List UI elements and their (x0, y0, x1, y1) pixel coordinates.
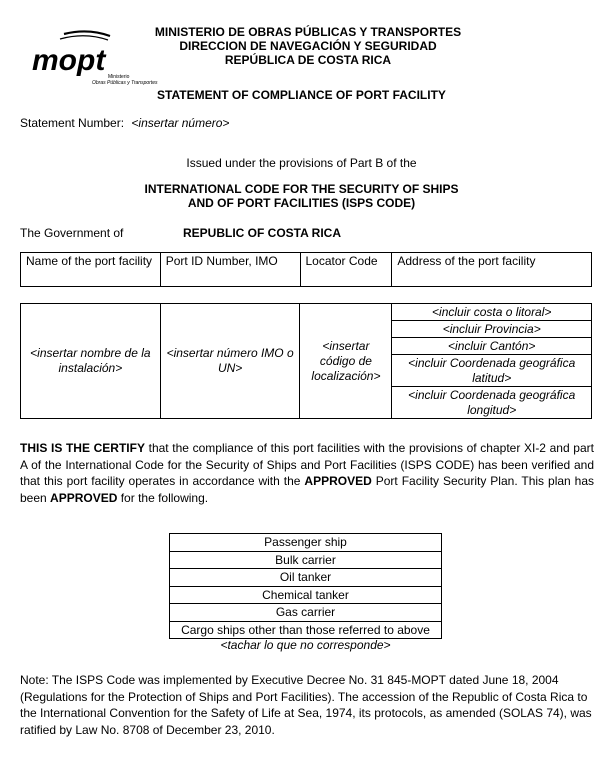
header-direction: DIRECCION DE NAVEGACIÓN Y SEGURIDAD (179, 39, 437, 53)
ship-type-passenger: Passenger ship (170, 534, 442, 552)
certify-paragraph (20, 440, 594, 506)
header-republic: REPÚBLICA DE COSTA RICA (224, 53, 392, 67)
approved-word-1: APPROVED (304, 474, 372, 488)
issued-under-line: Issued under the provisions of Part B of the (186, 156, 417, 170)
facility-imo-value: <insertar número IMO o UN> (160, 304, 300, 419)
statement-number-label: Statement Number: (20, 116, 125, 130)
ship-type-bulk: Bulk carrier (170, 551, 442, 569)
cross-out-note: <tachar lo que no corresponde> (220, 638, 391, 652)
facility-locator-value: <insertar código de localización> (300, 304, 392, 419)
ship-types-table (169, 533, 442, 639)
ship-type-chemical: Chemical tanker (170, 586, 442, 604)
government-label: The Government of (20, 226, 124, 240)
address-coast: <incluir costa o litoral> (392, 304, 592, 321)
code-title-line-1: INTERNATIONAL CODE FOR THE SECURITY OF SHIPS (144, 182, 459, 196)
header-imo: Port ID Number, IMO (160, 253, 300, 287)
ship-type-gas: Gas carrier (170, 604, 442, 622)
document-title: STATEMENT OF COMPLIANCE OF PORT FACILITY (157, 88, 446, 102)
facility-data-table (20, 303, 592, 419)
logo-subtitle-ministry: Ministerio (108, 74, 130, 80)
certify-body-1: that the compliance of this port facilities with the provisions of chapter XI-2 and part A of the International Code for the Security of Ships and Port Facilities (ISPS CODE) has been verified and that this port facility operates in accordance with the (20, 441, 594, 488)
certify-body-2: Port Facility Security Plan. This plan has been (20, 474, 595, 505)
logo-subtitle-ministry-name: Obras Públicas y Transportes (92, 80, 158, 86)
address-latitude: <incluir Coordenada geográfica latitud> (392, 355, 592, 387)
address-canton: <incluir Cantón> (392, 338, 592, 355)
address-province: <incluir Provincia> (392, 321, 592, 338)
header-name: Name of the port facility (21, 253, 161, 287)
certify-body-3: for the following. (117, 490, 209, 505)
facility-name-value: <insertar nombre de la instalación> (21, 304, 161, 419)
legal-note: Note: The ISPS Code was implemented by Executive Decree No. 31 845-MOPT dated June 18, 2004 (Regulations for the Protection of Ships and Port Facilities). The accession of the Republic of Costa Rica to the International Convention for the Safety of Life at Sea, 1974, its protocols, as amended (SOLAS 74), was ratified by Law No. 8708 of December 23, 2010. (20, 673, 592, 737)
address-longitude: <incluir Coordenada geográfica longitud> (392, 387, 592, 419)
statement-number-row (20, 116, 229, 130)
header-ministry: MINISTERIO DE OBRAS PÚBLICAS Y TRANSPORTES (154, 25, 462, 39)
header-locator: Locator Code (300, 253, 392, 287)
statement-number-value: <insertar número> (131, 116, 230, 130)
approved-word-2: APPROVED (50, 490, 118, 505)
code-title-line-2: AND OF PORT FACILITIES (ISPS CODE) (187, 196, 416, 210)
ship-type-oil: Oil tanker (170, 569, 442, 587)
header-address: Address of the port facility (392, 253, 592, 287)
logo-wordmark: mopt (32, 44, 106, 77)
facility-header-table (20, 252, 592, 287)
government-value: REPUBLIC OF COSTA RICA (183, 226, 341, 240)
certify-lead: THIS IS THE CERTIFY (20, 441, 145, 455)
ship-type-cargo: Cargo ships other than those referred to above (170, 621, 442, 639)
